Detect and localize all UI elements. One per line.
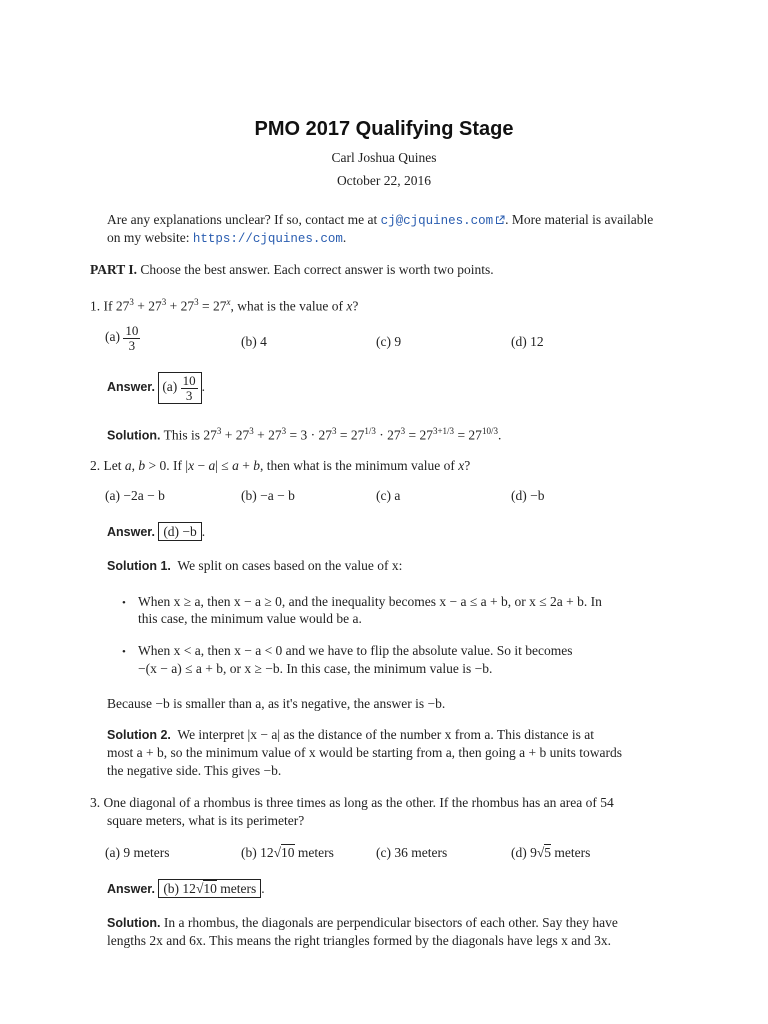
- answer-box: [158, 372, 201, 404]
- q3-solution-line-1: [107, 915, 618, 931]
- bullet-icon: •: [122, 646, 126, 658]
- radicand: 10: [203, 881, 217, 896]
- question-number: 3.: [90, 795, 101, 810]
- intro-line-1: [107, 212, 653, 228]
- fraction: [181, 374, 198, 402]
- solution-text: In a rhombus, the diagonals are perpendicular bisectors of each other. Say they have: [163, 915, 618, 930]
- question-1: 1. If $27^3 + 27^3 + 27^3 = 27^x$, what is the value of x?: [90, 297, 359, 314]
- solution-text: We split on cases based on the value of x:: [177, 558, 403, 573]
- bullet-2-line-1: When x < a, then x − a < 0 and we have to flip the absolute value. So it becomes: [138, 643, 573, 658]
- answer-text: (b) 12: [163, 881, 196, 896]
- radicand: 5: [544, 845, 552, 860]
- answer-unit: meters: [216, 881, 257, 896]
- q2-option-b: (b) −a − b: [241, 488, 295, 503]
- date: October 22, 2016: [336, 173, 432, 188]
- intro-text-4: .: [342, 230, 347, 245]
- answer-box: (d) −b: [158, 522, 201, 541]
- intro-text-2: . More material is available: [505, 212, 654, 227]
- answer-label: Answer.: [107, 380, 155, 395]
- q1-option-d: (d) 12: [511, 334, 544, 349]
- solution-label: Solution.: [107, 916, 161, 930]
- intro-text: Are any explanations unclear? If so, contact me at: [107, 212, 381, 227]
- page-title: PMO 2017 Qualifying Stage: [254, 118, 514, 140]
- part-text: Choose the best answer. Each correct answer is worth two points.: [140, 262, 494, 277]
- numerator: 10: [182, 373, 196, 388]
- q2-solution-1: [107, 558, 402, 574]
- part-heading: [90, 262, 494, 278]
- q2-option-d: (d) −b: [511, 488, 545, 503]
- q2-answer: Answer. (d) −b .: [107, 524, 206, 539]
- q3-solution-line-2: lengths 2x and 6x. This means the right triangles formed by the diagonals have legs x and 3x.: [107, 933, 612, 948]
- q3-option-d: (d) 9√5 meters: [511, 845, 591, 860]
- q3-option-b: (b) 12√10 meters: [241, 845, 334, 860]
- solution-text: We interpret |x − a| as the distance of the number x from a. This distance is at: [177, 727, 594, 742]
- numerator: 10: [125, 323, 139, 338]
- q3-option-c: (c) 36 meters: [376, 845, 448, 860]
- email-link[interactable]: cj@cjquines.com: [380, 214, 494, 228]
- answer-box: (b) 12√10 meters: [158, 879, 261, 898]
- solution-label: Solution 2.: [107, 728, 171, 742]
- q2-because: Because −b is smaller than a, as it's negative, the answer is −b.: [107, 696, 446, 711]
- q2-solution-2-line-3: the negative side. This gives −b.: [107, 763, 282, 778]
- question-number: 1.: [90, 298, 101, 314]
- question-3-line-1: [90, 795, 614, 811]
- q3-answer: Answer. (b) 12√10 meters .: [107, 881, 265, 896]
- answer-label: Answer.: [107, 882, 155, 896]
- intro-text-3: on my website:: [107, 230, 193, 245]
- question-text: One diagonal of a rhombus is three times as long as the other. If the rhombus has an area of 54: [103, 795, 614, 810]
- answer-label: Answer.: [107, 525, 155, 539]
- external-link-icon[interactable]: [495, 215, 505, 225]
- part-label: PART I.: [90, 262, 138, 277]
- q1-option-b: (b) 4: [241, 334, 267, 349]
- q2-option-c: (c) a: [376, 488, 401, 503]
- bullet-icon: •: [122, 597, 126, 609]
- q1-answer: Answer. (a) $\frac{10}{3}$ .: [107, 373, 206, 403]
- website-link[interactable]: https://cjquines.com: [192, 232, 343, 246]
- q2-solution-2-line-1: [107, 727, 594, 743]
- solution-label: Solution 1.: [107, 559, 171, 573]
- denominator: 3: [185, 387, 193, 403]
- bullet-1-line-1: When x ≥ a, then x − a ≥ 0, and the inequality becomes x − a ≤ a + b, or x ≤ 2a + b. In: [138, 594, 602, 609]
- q2-option-a: (a) −2a − b: [105, 488, 165, 503]
- bullet-2-line-2: −(x − a) ≤ a + b, or x ≥ −b. In this case, the minimum value is −b.: [138, 661, 493, 676]
- question-2: 2. Let a, b > 0. If |x − a| ≤ a + b, then what is the minimum value of x?: [90, 458, 471, 473]
- q1-solution: Solution. This is $27^3 + 27^3 + 27^3 = 3 \cdot 27^3 = 27^{1/3} \cdot 27^3 = 27^{3+1/3} = 27^{10/3}$.: [107, 426, 502, 443]
- author: Carl Joshua Quines: [331, 150, 437, 165]
- bullet-1-line-2: this case, the minimum value would be a.: [138, 611, 362, 626]
- q1-option-c: (c) 9: [376, 334, 402, 349]
- solution-label: Solution.: [107, 428, 161, 443]
- answer-option: (a): [162, 379, 178, 395]
- q2-solution-2-line-2: most a + b, so the minimum value of x would be starting from a, then going a + b units towards: [107, 745, 623, 760]
- intro-line-2: [107, 230, 346, 246]
- option-label: (a): [105, 329, 120, 345]
- question-3-line-2: square meters, what is its perimeter?: [107, 813, 305, 828]
- option-unit: meters: [294, 845, 334, 860]
- option-text: (b) 12: [241, 845, 274, 860]
- radicand: 10: [281, 845, 295, 860]
- q1-option-a: [105, 324, 140, 352]
- option-unit: meters: [551, 845, 591, 860]
- q3-option-a: (a) 9 meters: [105, 845, 170, 860]
- option-text: (d) 9: [511, 845, 537, 860]
- fraction: [123, 324, 140, 352]
- question-number: 2.: [90, 458, 101, 473]
- denominator: 3: [128, 337, 136, 353]
